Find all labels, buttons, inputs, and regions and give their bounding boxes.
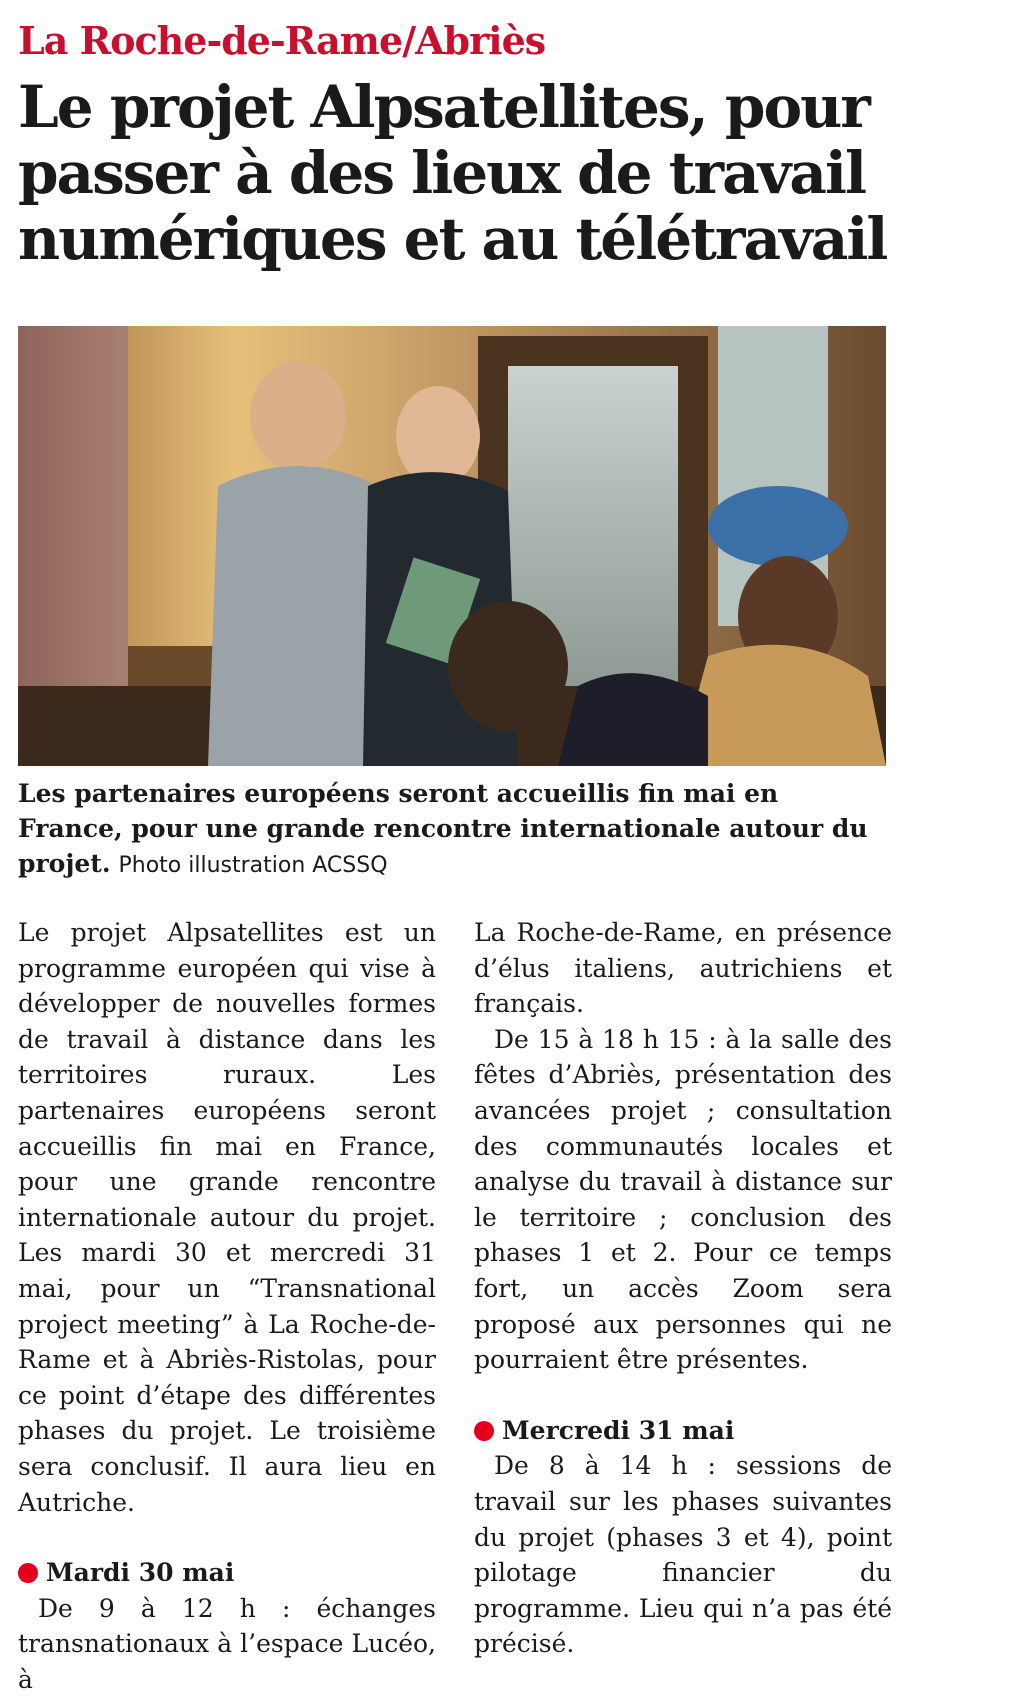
subheading-text: Mercredi 31 mai [502,1415,735,1445]
subheading-wednesday [474,1413,892,1449]
wednesday-paragraph: De 8 à 14 h : sessions de travail sur les phases suivantes du projet (phases 3 et 4), point pilotage financier du programme. Lieu qui n’a pas été précisé. [474,1451,892,1659]
article-headline: Le projet Alpsatellites, pour passer à des lieux de travail numériques et au télétravail [18,73,887,273]
caption-text: Les partenaires européens seront accueillis fin mai en France, pour une grande rencontre internationale autour du projet. [18,779,868,878]
article-column-right [474,915,892,1662]
tuesday-afternoon-paragraph: De 15 à 18 h 15 : à la salle des fêtes d’Abriès, présentation des avancées projet ; consultation des communautés locales et analyse du travail à distance sur le territoire ; conclusion des phases 1 et 2. Pour ce temps fort, un accès Zoom sera proposé aux personnes qui ne pourraient être présentes. [474,1024,892,1375]
photo-caption [18,776,886,883]
photo-credit: Photo illustration ACSSQ [118,853,388,878]
article-photo [18,326,886,766]
tuesday-morning-paragraph: De 9 à 12 h : échanges transnationaux à l’espace Lucéo, à [18,1593,436,1694]
red-bullet-icon [474,1421,494,1441]
subheading-text: Mardi 30 mai [46,1558,235,1588]
intro-paragraph: Le projet Alpsatellites est un programme européen qui vise à développer de nouvelles formes de travail à distance dans les territoires ruraux. Les partenaires européens seront accueillis fin mai en France, pour une grande rencontre internationale autour du projet. Les mardi 30 et mercredi 31 mai, pour un “Transnational project meeting” à La Roche-de-Rame et à Abriès-Ristolas, pour ce point d’étape des différentes phases du projet. Le troisième sera conclusif. Il aura lieu en Autriche. [18,918,436,1517]
article-column-left [18,915,436,1697]
subheading-tuesday [18,1555,436,1591]
red-bullet-icon [18,1563,38,1583]
tuesday-morning-continued: La Roche-de-Rame, en présence d’élus italiens, autrichiens et français. [474,918,892,1019]
photo-illustration [18,326,886,766]
section-kicker: La Roche-de-Rame/Abriès [18,18,546,63]
